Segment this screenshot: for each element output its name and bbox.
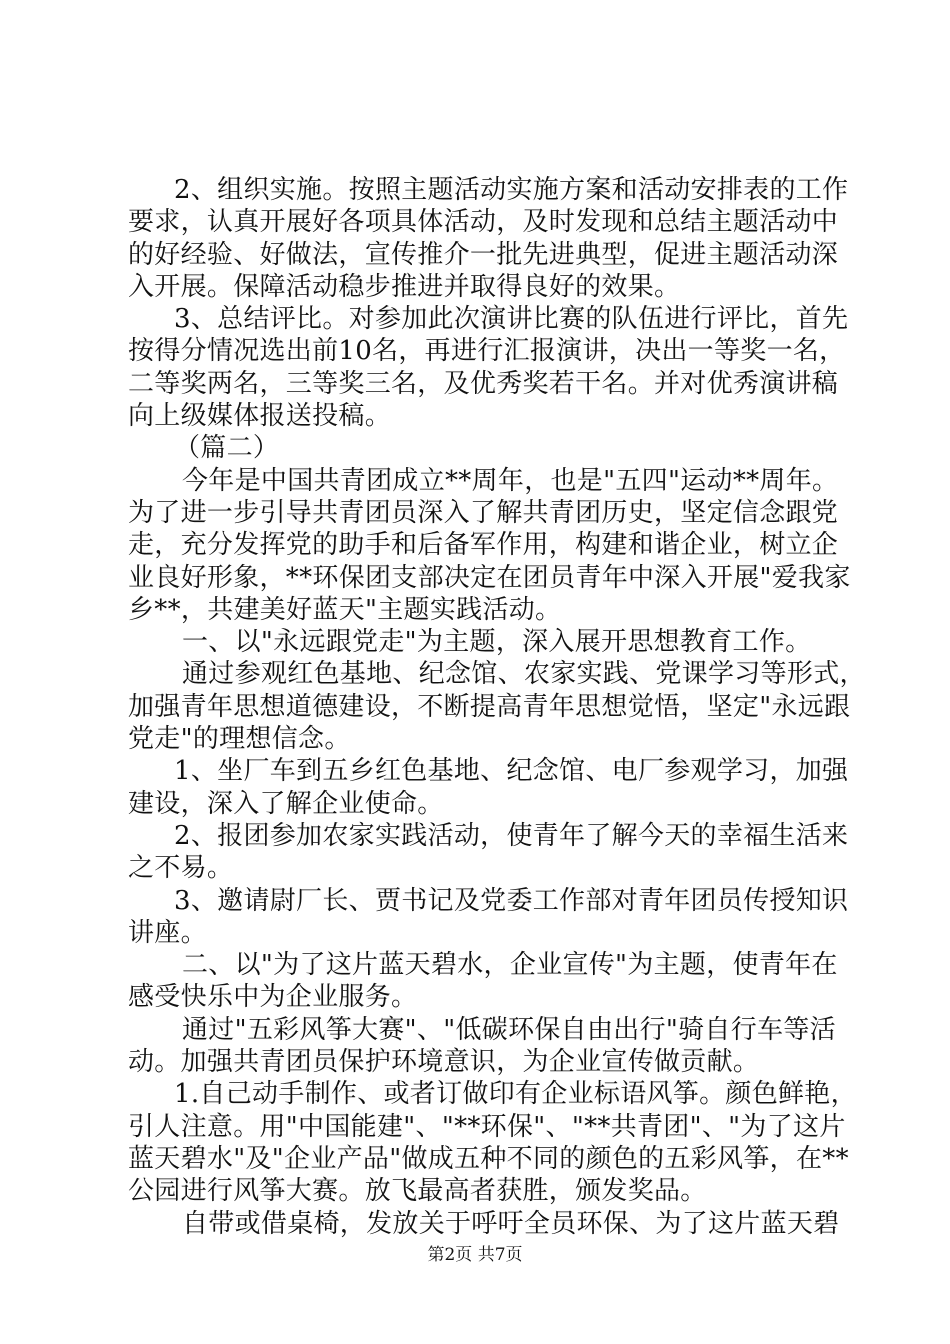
text-line: 按得分情况选出前10名，再进行汇报演讲，决出一等奖一名， [128, 336, 846, 367]
text-line: 入开展。保障活动稳步推进并取得良好的效果。 [128, 271, 681, 302]
text-line: 的好经验、好做法，宣传推介一批先进典型，促进主题活动深 [128, 239, 839, 270]
text-line: 一、以"永远跟党走"为主题，深入展开思想教育工作。 [182, 627, 812, 658]
text-line: 通过参观红色基地、纪念馆、农家实践、党课学习等形式， [182, 659, 866, 690]
text-line: 业良好形象，**环保团支部决定在团员青年中深入开展"爱我家 [128, 562, 851, 593]
text-line: 2、组织实施。按照主题活动实施方案和活动安排表的工作 [174, 175, 849, 205]
text-line: 二等奖两名，三等奖三名，及优秀奖若干名。并对优秀演讲稿 [128, 368, 839, 399]
text-line: 加强青年思想道德建设，不断提高青年思想觉悟，坚定"永远跟 [128, 691, 851, 722]
text-line: 之不易。 [128, 853, 234, 884]
text-line: 建设，深入了解企业使命。 [128, 788, 444, 819]
text-line: 二、以"为了这片蓝天碧水，企业宣传"为主题，使青年在 [182, 950, 838, 981]
text-line: 2、报团参加农家实践活动，使青年了解今天的幸福生活来 [174, 820, 849, 851]
text-line: 3、总结评比。对参加此次演讲比赛的队伍进行评比，首先 [174, 304, 849, 335]
page-number-footer: 第2页 共7页 [427, 1245, 523, 1265]
text-line: 自带或借桌椅，发放关于呼吁全员环保、为了这片蓝天碧 [182, 1208, 840, 1239]
text-line: 通过"五彩风筝大赛"、"低碳环保自由出行"骑自行车等活 [182, 1014, 836, 1045]
text-line: （篇二） [174, 433, 280, 464]
text-line: 乡**，共建美好蓝天"主题实践活动。 [128, 594, 562, 625]
text-line: 1.自己动手制作、或者订做印有企业标语风筝。颜色鲜艳， [174, 1079, 857, 1110]
text-line: 引人注意。用"中国能建"、"**环保"、"**共青团"、"为了这片 [128, 1111, 846, 1142]
text-line: 3、邀请尉厂长、贾书记及党委工作部对青年团员传授知识 [174, 885, 849, 916]
document-body [128, 174, 866, 1240]
text-line: 动。加强共青团员保护环境意识，为企业宣传做贡献。 [128, 1047, 760, 1078]
text-line: 为了进一步引导共青团员深入了解共青团历史，坚定信念跟党 [128, 497, 839, 528]
text-line: 向上级媒体报送投稿。 [128, 401, 392, 432]
text-line: 1、坐厂车到五乡红色基地、纪念馆、电厂参观学习，加强 [174, 756, 849, 787]
text-line: 要求，认真开展好各项具体活动，及时发现和总结主题活动中 [128, 207, 839, 238]
text-line: 讲座。 [128, 917, 207, 948]
text-line: 走，充分发挥党的助手和后备军作用，构建和谐企业，树立企 [128, 530, 839, 561]
text-line: 公园进行风筝大赛。放飞最高者获胜，颁发奖品。 [128, 1176, 707, 1207]
text-line: 党走"的理想信念。 [128, 724, 351, 755]
text-line: 感受快乐中为企业服务。 [128, 982, 418, 1013]
text-line: 今年是中国共青团成立**周年，也是"五四"运动**周年。 [182, 465, 839, 496]
text-line: 蓝天碧水"及"企业产品"做成五种不同的颜色的五彩风筝，在** [128, 1143, 849, 1174]
